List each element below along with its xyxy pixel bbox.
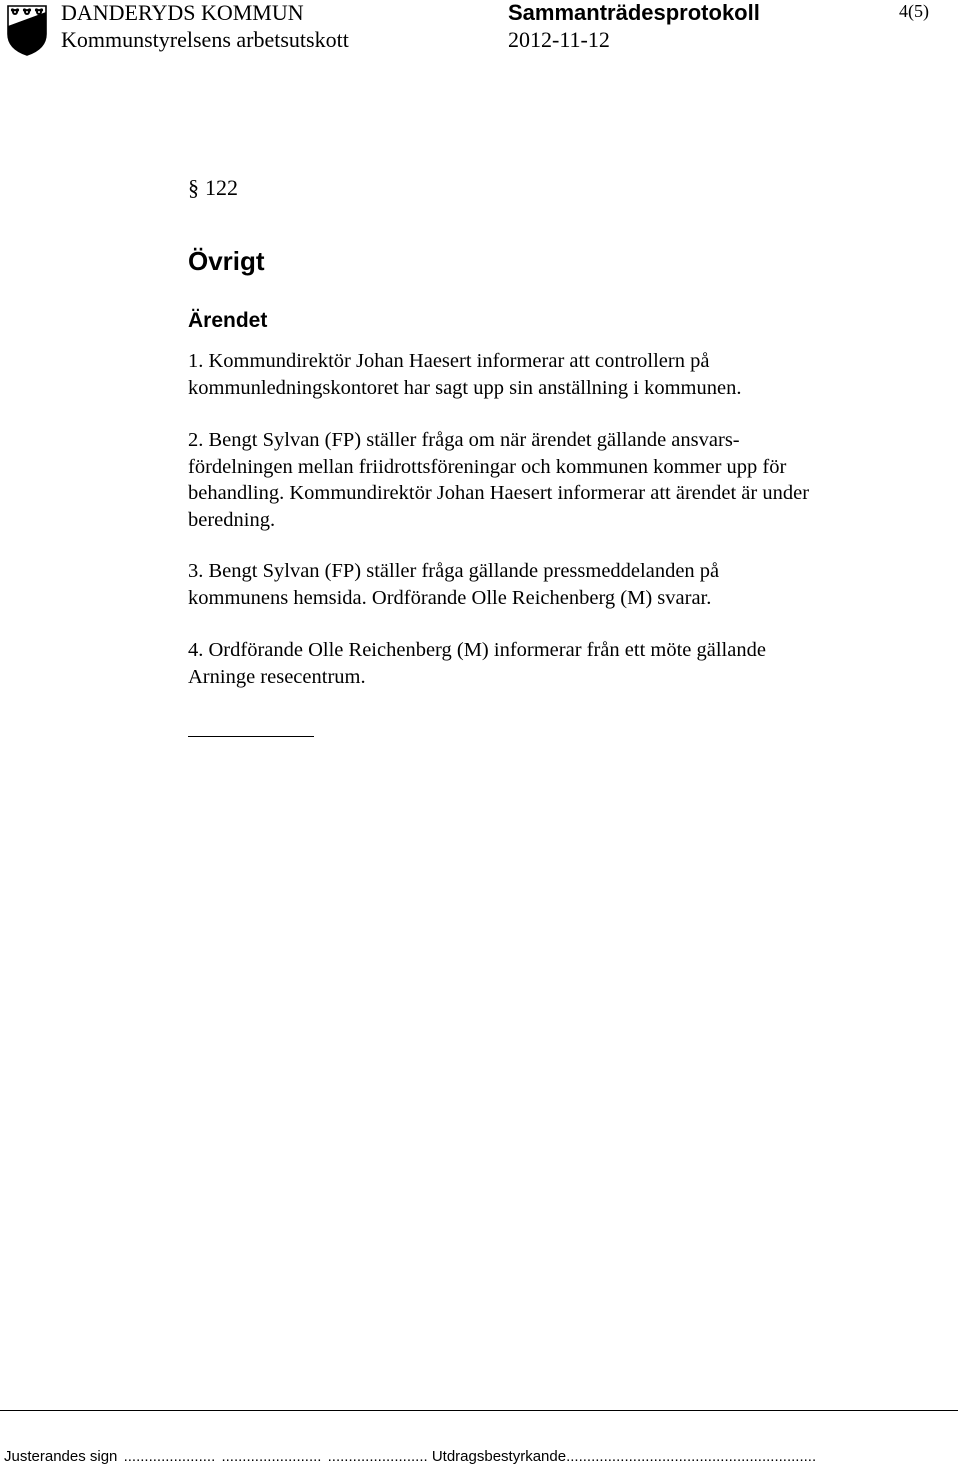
- item-line: kommunledningskontoret har sagt upp sin anställning i kommunen.: [188, 376, 742, 399]
- signature-label: Justerandes sign: [4, 1448, 118, 1465]
- paragraph-number: [188, 175, 238, 201]
- section-subtitle: Ärendet: [188, 309, 268, 332]
- extract-certification-field: ............................................................: [566, 1448, 817, 1465]
- meeting-date: 2012-11-12: [508, 27, 610, 52]
- organization-name: DANDERYDS KOMMUN: [61, 0, 304, 25]
- footer-divider: [0, 1410, 958, 1411]
- document-type: Sammanträdesprotokoll: [508, 0, 760, 25]
- item-line: kommunens hemsida. Ordförande Olle Reichenberg (M) svarar.: [188, 586, 712, 609]
- committee-name: Kommunstyrelsens arbetsutskott: [61, 27, 349, 52]
- section-end-divider: [188, 736, 314, 737]
- item-line: beredning.: [188, 508, 276, 531]
- item-line: 1. Kommundirektör Johan Haesert informerar att controllern på: [188, 350, 710, 372]
- item-line: behandling. Kommundirektör Johan Haesert informerar att ärendet är under: [188, 482, 810, 504]
- item-line: 2. Bengt Sylvan (FP) ställer fråga om när ärendet gällande ansvars-: [188, 429, 740, 451]
- page-number: 4(5): [899, 1, 929, 21]
- item-line: Arninge resecentrum.: [188, 665, 366, 688]
- signature-field: ......................: [123, 1448, 216, 1465]
- item-line: 4. Ordförande Olle Reichenberg (M) informerar från ett möte gällande: [188, 639, 766, 661]
- agenda-item: [188, 427, 908, 533]
- municipal-coat-of-arms-icon: [6, 4, 48, 56]
- item-line: fördelningen mellan friidrottsföreningar och kommunen kommer upp för: [188, 455, 787, 478]
- extract-certification-label: Utdragsbestyrkande: [431, 1448, 567, 1465]
- agenda-item: [188, 348, 908, 401]
- section-symbol: §: [188, 175, 199, 200]
- footer: [4, 1449, 816, 1464]
- section-number: 122: [205, 175, 238, 200]
- signature-field: ........................: [221, 1448, 322, 1465]
- item-line: 3. Bengt Sylvan (FP) ställer fråga gällande pressmeddelanden på: [188, 560, 720, 582]
- signature-field: ........................: [327, 1448, 428, 1465]
- section-title: Övrigt: [188, 246, 265, 276]
- agenda-item: [188, 558, 908, 611]
- agenda-item: [188, 637, 908, 690]
